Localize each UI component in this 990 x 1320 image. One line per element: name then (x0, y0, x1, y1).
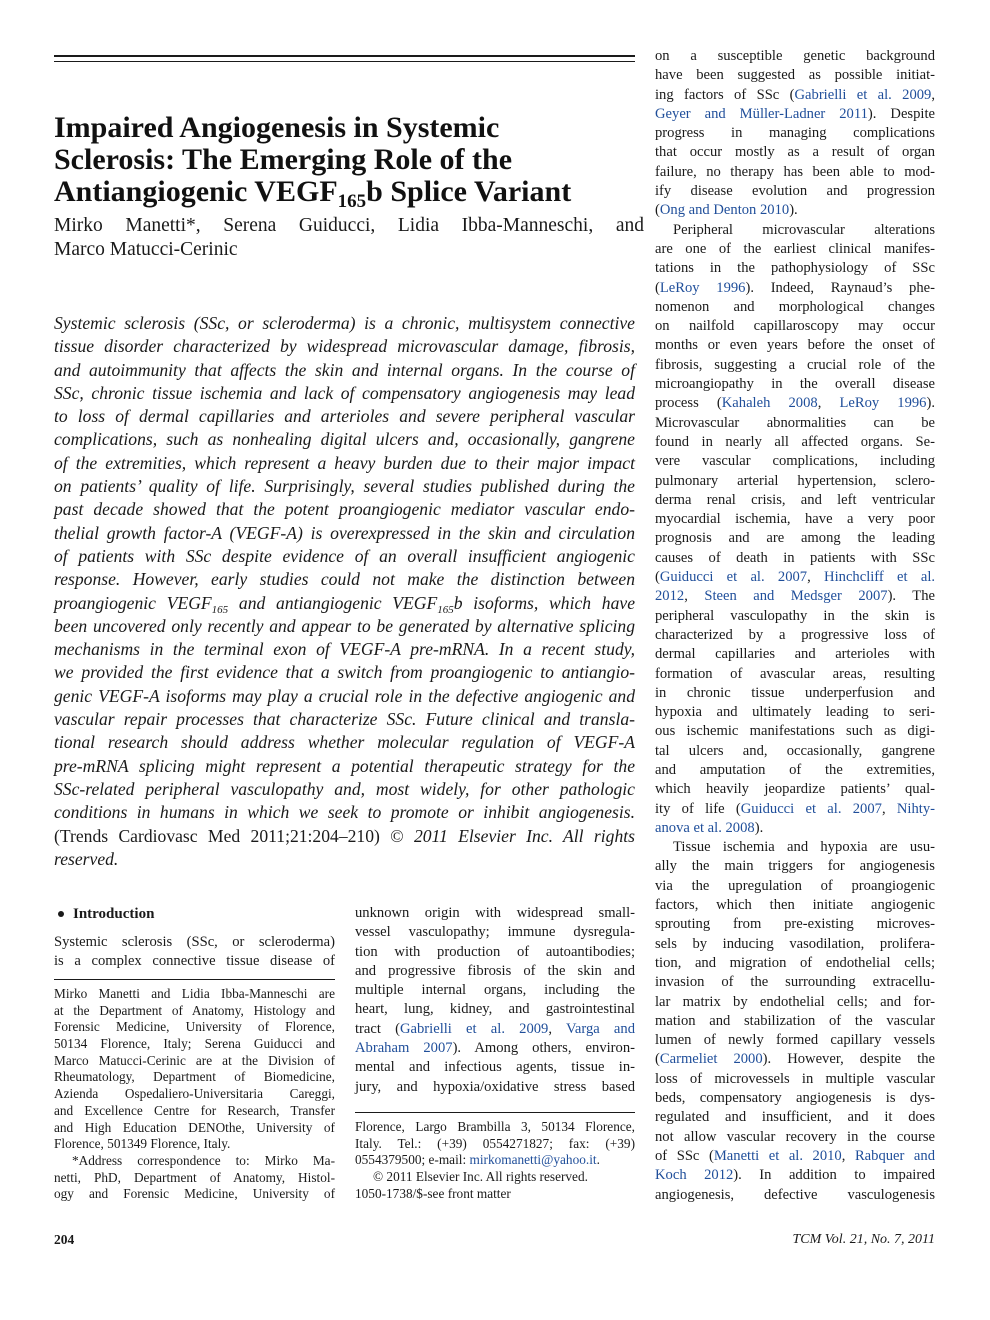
body-line: which heavily jeopardize patients’ qual- (655, 781, 935, 798)
body-line: nomenon and morphological changes (655, 298, 935, 315)
body-line: sels by inducing vasodilation, prolifera- (655, 935, 935, 952)
abstract-line: tissue disorder characterized by widespread microvascular damage, fibrosis, (54, 336, 635, 357)
citation-link[interactable]: Carmeliet 2000 (659, 1051, 763, 1068)
abstract-line: genic VEGF-A isoforms may play a crucial role in the defective angiogenic and (54, 685, 635, 706)
body-text: ). Among others, environ- (452, 1040, 635, 1057)
abstract-line: reserved. (54, 848, 119, 869)
abstract-line: tional research should address whether molecular regulation of VEGF-A (54, 732, 635, 753)
note-text: . (596, 1152, 600, 1168)
citation-link[interactable]: Gabrielli et al. 2009 (399, 1020, 549, 1037)
body-line: on a susceptible genetic background (655, 48, 935, 64)
note-line: and Excellence Centre for Research, Transfer (54, 1102, 335, 1118)
body-line (655, 279, 935, 298)
body-text: ( (655, 202, 660, 219)
body-line: dermal capillaries and arterioles with (655, 646, 935, 663)
title-line: Sclerosis: The Emerging Role of the (54, 143, 513, 176)
body-line: heart, lung, kidney, and gastrointestinal (355, 1001, 635, 1018)
body-line: tion with production of autoantibodies; (355, 943, 635, 960)
body-line: angiogenesis, defective vasculogenesis (655, 1186, 935, 1203)
author-list (54, 214, 644, 262)
body-line: multiple internal organs, including the (355, 982, 635, 999)
abstract-line (54, 825, 635, 848)
note-line: *Address correspondence to: Mirko Ma- (72, 1152, 335, 1168)
body-line: hypoxia and ultimately leading to seri- (655, 704, 935, 721)
top-rule-thin (54, 61, 635, 62)
body-line: tion, and migration of endothelial cells; (655, 954, 935, 971)
abstract-line: we provided the first evidence that a switch from proangiogenic to antiangio- (54, 662, 635, 683)
email-link[interactable]: mirkomanetti@yahoo.it (469, 1152, 597, 1168)
note-line: Rheumatology, Department of Biomedicine, (54, 1069, 335, 1085)
body-line: is a complex connective tissue disease of (54, 953, 335, 970)
body-line: Systemic sclerosis (SSc, or scleroderma) (54, 934, 335, 950)
abstract-text: and antiangiogenic VEGF (228, 592, 438, 613)
body-text: ). (926, 395, 935, 412)
body-line: jury, and hypoxia/oxidative stress based (355, 1078, 635, 1095)
note-line: Forensic Medicine, University of Florence, (54, 1019, 335, 1035)
note-line: © 2011 Elsevier Inc. All rights reserved. (373, 1169, 588, 1185)
body-line (655, 800, 935, 819)
citation-link[interactable]: Guiducci et al. 2007 (740, 800, 882, 817)
note-line: ogy and Forensic Medicine, University of (54, 1186, 335, 1202)
body-line: vere vascular complications, including (655, 453, 935, 470)
body-text: ). The (887, 588, 935, 605)
body-line: are one of the earliest clinical manifes- (655, 240, 935, 257)
abstract-text: b isoforms, which have (453, 592, 636, 613)
body-line: not allow vascular recovery in the course (655, 1128, 935, 1145)
intro-column (54, 933, 335, 972)
citation-link[interactable]: Geyer and Müller-Ladner 2011 (655, 105, 868, 122)
note-line: Marco Matucci-Cerinic are at the Division of (54, 1052, 335, 1068)
abstract-line: complications, such as nonhealing digital ulcers and, occasionally, gangrene (54, 429, 635, 450)
body-line (355, 1039, 635, 1058)
body-line: unknown origin with widespread small- (355, 905, 635, 921)
bullet-icon (58, 911, 64, 917)
abstract-text: proangiogenic VEGF (54, 592, 212, 613)
body-line: prognosis and are among the leading (655, 530, 935, 547)
body-text: ( (655, 279, 660, 296)
body-text: , (684, 588, 705, 605)
copyright-text: 2011 Elsevier Inc. All rights (413, 825, 635, 846)
note-line: at the Department of Anatomy, Histology and (54, 1002, 335, 1018)
note-line: Florence, Largo Brambilla 3, 50134 Florence, (355, 1119, 635, 1134)
abstract-line (54, 592, 635, 615)
body-line: tal ulcers and, occasionally, gangrene (655, 742, 935, 759)
citation-link[interactable]: Ong and Denton 2010 (659, 202, 790, 219)
citation-link[interactable]: Gabrielli et al. 2009 (794, 86, 932, 103)
body-line: regulated and insufficient, and it does (655, 1109, 935, 1126)
note-line: Mirko Manetti and Lidia Ibba-Manneschi are (54, 986, 335, 1001)
abstract-line: and autoimmunity that affects the skin and internal organs. In the course of (54, 359, 635, 380)
abstract-line: thelial growth factor-A (VEGF-A) is overexpressed in the skin and circulation (54, 522, 635, 543)
body-text: ( (655, 569, 660, 586)
body-line: formation of avascular areas, resulting (655, 665, 935, 682)
abstract-subscript: 165 (211, 603, 229, 616)
title-text: Antiangiogenic VEGF (54, 175, 338, 208)
abstract-line: conditions in humans in which we seek to promote or inhibit angiogenesis. (54, 802, 635, 823)
body-line (655, 1147, 935, 1166)
citation-link[interactable]: Hinchcliff et al. (824, 569, 936, 586)
body-line: peripheral vasculopathy in the skin is (655, 607, 935, 624)
body-text: , (548, 1020, 566, 1037)
note-line: and High Education DENOthe, University of (54, 1119, 335, 1135)
abstract-line: on patients’ quality of life. Surprisingly, several studies published during the (54, 476, 635, 497)
body-line: and amputation of the extremities, (655, 761, 935, 778)
body-line: ous ischemic manifestations such as digi- (655, 723, 935, 740)
body-line (655, 86, 935, 105)
title-subscript: 165 (337, 191, 367, 212)
body-line (655, 819, 935, 838)
citation-link[interactable]: Koch 2012 (655, 1167, 734, 1184)
body-line: lumen of newly formed capillary vessels (655, 1032, 935, 1049)
body-line (655, 1050, 935, 1069)
abstract-line: mechanisms in the terminal exon of VEGF-A pre-mRNA. In a recent study, (54, 639, 635, 660)
body-line: in chronic tissue underperfusion and (655, 684, 935, 701)
journal-footer: TCM Vol. 21, No. 7, 2011 (792, 1232, 935, 1247)
citation-link[interactable]: LeRoy 1996 (839, 395, 927, 412)
citation-link[interactable]: Steen and Medsger 2007 (704, 588, 888, 605)
body-line: microangiopathy in the overall disease (655, 376, 935, 393)
body-line: failure, no therapy has been able to mod- (655, 163, 935, 180)
body-text: of SSc ( (655, 1147, 714, 1164)
note-line: Florence, 501349 Florence, Italy. (54, 1136, 231, 1152)
body-text: , (881, 800, 897, 817)
article-title (54, 111, 644, 212)
note-line (355, 1152, 635, 1169)
abstract-line: vascular repair processes that characterize SSc. Future clinical and transla- (54, 709, 635, 730)
body-text: ( (655, 1051, 660, 1068)
footnote-rule (355, 1112, 635, 1113)
body-line (655, 201, 935, 220)
note-text: 0554379500; e-mail: (355, 1152, 470, 1168)
body-line: mation and stabilization of the vascular (655, 1012, 935, 1029)
body-text: ing factors of SSc ( (655, 86, 795, 103)
body-line: invasion of the surrounding extracellu- (655, 974, 935, 991)
body-text: ). (789, 202, 798, 219)
body-text: ). However, despite the (762, 1051, 935, 1068)
top-rule-thick (54, 55, 635, 57)
body-line: derma renal crisis, and left ventricular (655, 491, 935, 508)
citation-link[interactable]: anova et al. 2008 (655, 819, 755, 836)
abstract-line: response. However, early studies could not make the distinction between (54, 569, 635, 590)
note-line: Italy. Tel.: (+39) 0554271827; fax: (+39) (355, 1135, 635, 1151)
abstract-subscript: 165 (437, 603, 454, 616)
body-line: factors, which then initiate angiogenic (655, 897, 935, 914)
abstract-line: SSc-related peripheral vasculopathy and, most widely, for other pathologic (54, 778, 635, 799)
body-line: vessel vasculopathy; immune dysregula- (355, 924, 635, 941)
author-line: Mirko Manetti*, Serena Guiducci, Lidia Ibba-Manneschi, and (54, 215, 644, 236)
title-line (54, 175, 644, 212)
body-line: months or even years before the onset of (655, 337, 935, 354)
note-line: 1050-1738/$-see front matter (355, 1185, 511, 1201)
abstract-line: past decade showed that the potent proangiogenic mediator vascular endo- (54, 499, 635, 520)
body-line: fibrosis, suggesting a crucial role of the (655, 356, 935, 373)
body-text: , (841, 1147, 855, 1164)
body-text: ). Despite (867, 105, 935, 122)
body-line: causes of death in patients with SSc (655, 549, 935, 566)
title-text: b Splice Variant (366, 175, 572, 208)
body-text: , (817, 395, 840, 412)
body-text: tract ( (355, 1020, 400, 1037)
body-line: ally the main triggers for angiogenesis (655, 858, 935, 875)
right-column (655, 47, 935, 1205)
author-line: Marco Matucci-Cerinic (54, 239, 238, 260)
body-text: , (807, 569, 825, 586)
citation-link[interactable]: Abraham 2007 (355, 1040, 453, 1057)
body-text: , (931, 86, 935, 103)
citation-link[interactable]: 2012 (655, 588, 685, 605)
citation-link[interactable]: Manetti et al. 2010 (713, 1147, 842, 1164)
body-line: ify disease evolution and progression (655, 183, 935, 200)
body-line (655, 587, 935, 606)
abstract-line: pre-mRNA splicing might represent a potential therapeutic strategy for the (54, 755, 635, 776)
body-line: Microvascular abnormalities can be (655, 414, 935, 431)
correspondence-note (355, 1119, 635, 1202)
body-line: found in nearly all affected organs. Se- (655, 433, 935, 450)
page-number: 204 (54, 1232, 75, 1247)
body-line: tations in the pathophysiology of SSc (655, 260, 935, 277)
body-line (655, 568, 935, 587)
body-line (655, 105, 935, 124)
body-line: loss of microvessels in multiple vascular (655, 1070, 935, 1087)
body-line: lar matrix by endothelial cells; and for- (655, 993, 935, 1010)
abstract-line: Systemic sclerosis (SSc, or scleroderma) is a chronic, multisystem connective (54, 313, 635, 333)
body-line: and progressive fibrosis of the skin and (355, 962, 635, 979)
body-line (655, 1166, 935, 1185)
abstract-line: been uncovered only recently and appear to be generated by alternative splicing (54, 615, 635, 636)
body-line: on nailfold capillaroscopy may occur (655, 318, 935, 335)
citation-text: (Trends Cardiovasc Med 2011;21:204–210) © (54, 825, 414, 846)
abstract-line: SSc, chronic tissue ischemia and lack of compensatory angiogenesis may lead (54, 382, 635, 403)
body-line: that occur mostly as a result of organ (655, 144, 935, 161)
note-line: Azienda Ospedaliero-Universitaria Careggi, (54, 1086, 335, 1102)
body-line: characterized by a progressive loss of (655, 626, 935, 643)
affiliation-note (54, 986, 335, 1203)
note-line: 50134 Florence, Italy; Serena Guiducci and (54, 1036, 335, 1052)
body-text: ). Indeed, Raynaud’s phe- (745, 279, 935, 296)
body-text: ). In addition to impaired (733, 1167, 935, 1184)
body-line: mental and infectious agents, tissue in- (355, 1059, 635, 1076)
title-line: Impaired Angiogenesis in Systemic (54, 111, 500, 144)
body-line: Peripheral microvascular alterations (673, 221, 935, 238)
middle-column (355, 904, 635, 1097)
body-line: progress in managing complications (655, 125, 935, 142)
body-text: ). (754, 819, 764, 836)
body-line: have been suggested as possible initiat- (655, 67, 935, 84)
body-line (355, 1020, 635, 1039)
body-line: myocardial ischemia, have a very poor (655, 511, 935, 528)
body-line: via the upregulation of proangiogenic (655, 877, 935, 894)
citation-link[interactable]: Varga and (565, 1020, 635, 1037)
citation-link[interactable]: Nihty- (896, 800, 935, 817)
abstract-line: of the extremities, which represent a heavy burden due to their major impact (54, 452, 635, 473)
abstract-line: of patients with SSc despite evidence of an overall insufficient angiogenic (54, 545, 635, 566)
body-line: pulmonary arterial hypertension, sclero- (655, 472, 935, 489)
body-line (655, 394, 935, 413)
body-line: Tissue ischemia and hypoxia are usu- (673, 839, 935, 856)
body-text: process ( (655, 395, 722, 412)
citation-link[interactable]: Kahaleh 2008 (721, 395, 818, 412)
body-line: sprouting from pre-existing microves- (655, 916, 935, 933)
footnote-rule (54, 979, 335, 980)
body-line: beds, compensatory angiogenesis is dys- (655, 1090, 935, 1107)
section-heading-introduction (54, 904, 154, 924)
citation-link[interactable]: Rabquer and (854, 1147, 935, 1164)
heading-text: Introduction (73, 906, 155, 922)
citation-link[interactable]: LeRoy 1996 (659, 279, 746, 296)
note-line: netti, PhD, Department of Anatomy, Histol- (54, 1169, 335, 1185)
abstract (54, 312, 635, 871)
citation-link[interactable]: Guiducci et al. 2007 (659, 569, 808, 586)
abstract-line: to loss of dermal capillaries and arterioles and severe peripheral vascular (54, 406, 635, 427)
body-text: ity of life ( (655, 800, 741, 817)
